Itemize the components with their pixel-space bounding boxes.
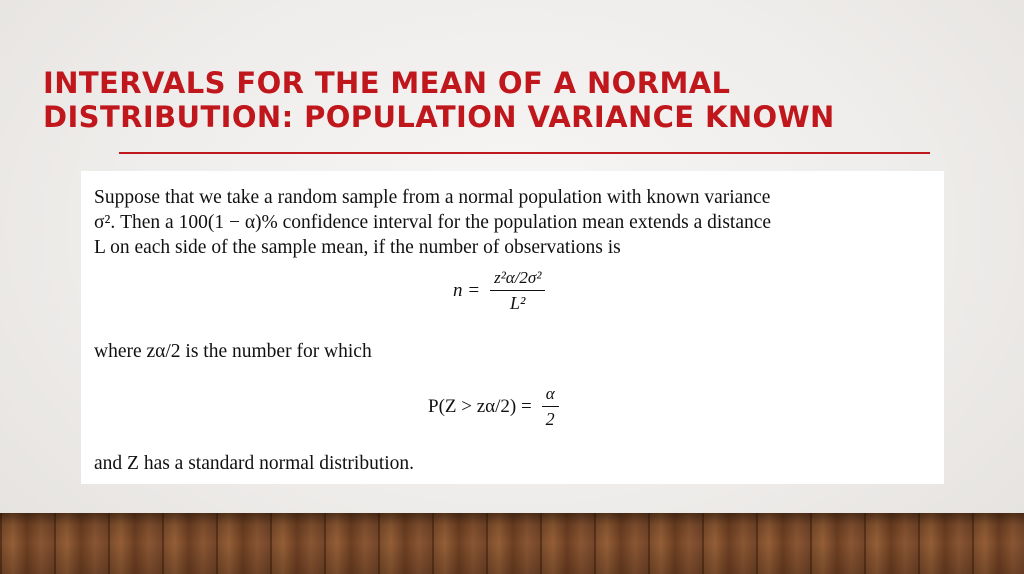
slide-title-line-2: DISTRIBUTION: POPULATION VARIANCE KNOWN [43,100,835,134]
equation-fraction [490,268,545,314]
equation-lhs: n = [453,280,481,301]
probability-fraction [542,384,559,430]
slide-title-line-1: INTERVALS FOR THE MEAN OF A NORMAL [43,66,731,100]
definition-paragraph [94,185,934,260]
probability-denominator: 2 [545,409,555,429]
title-divider [119,152,930,154]
floor-shadow [0,513,1024,574]
content-image-panel [81,171,944,484]
where-clause: where zα/2 is the number for which [94,341,372,362]
equation-denominator: L² [510,293,526,313]
closing-sentence: and Z has a standard normal distribution. [94,453,415,474]
slide-title [43,66,983,134]
paragraph-line-1: Suppose that we take a random sample from a normal population with known variance [94,187,771,208]
equation-numerator: z²α/2σ² [490,268,545,291]
paragraph-line-3: L on each side of the sample mean, if the number of observations is [94,237,621,258]
paragraph-line-2: σ². Then a 100(1 − α)% confidence interval for the population mean extends a distance [94,212,772,233]
probability-equation [428,384,559,430]
probability-numerator: α [542,384,559,407]
probability-lhs: P(Z > zα/2) = [428,396,532,417]
sample-size-equation [453,268,545,314]
